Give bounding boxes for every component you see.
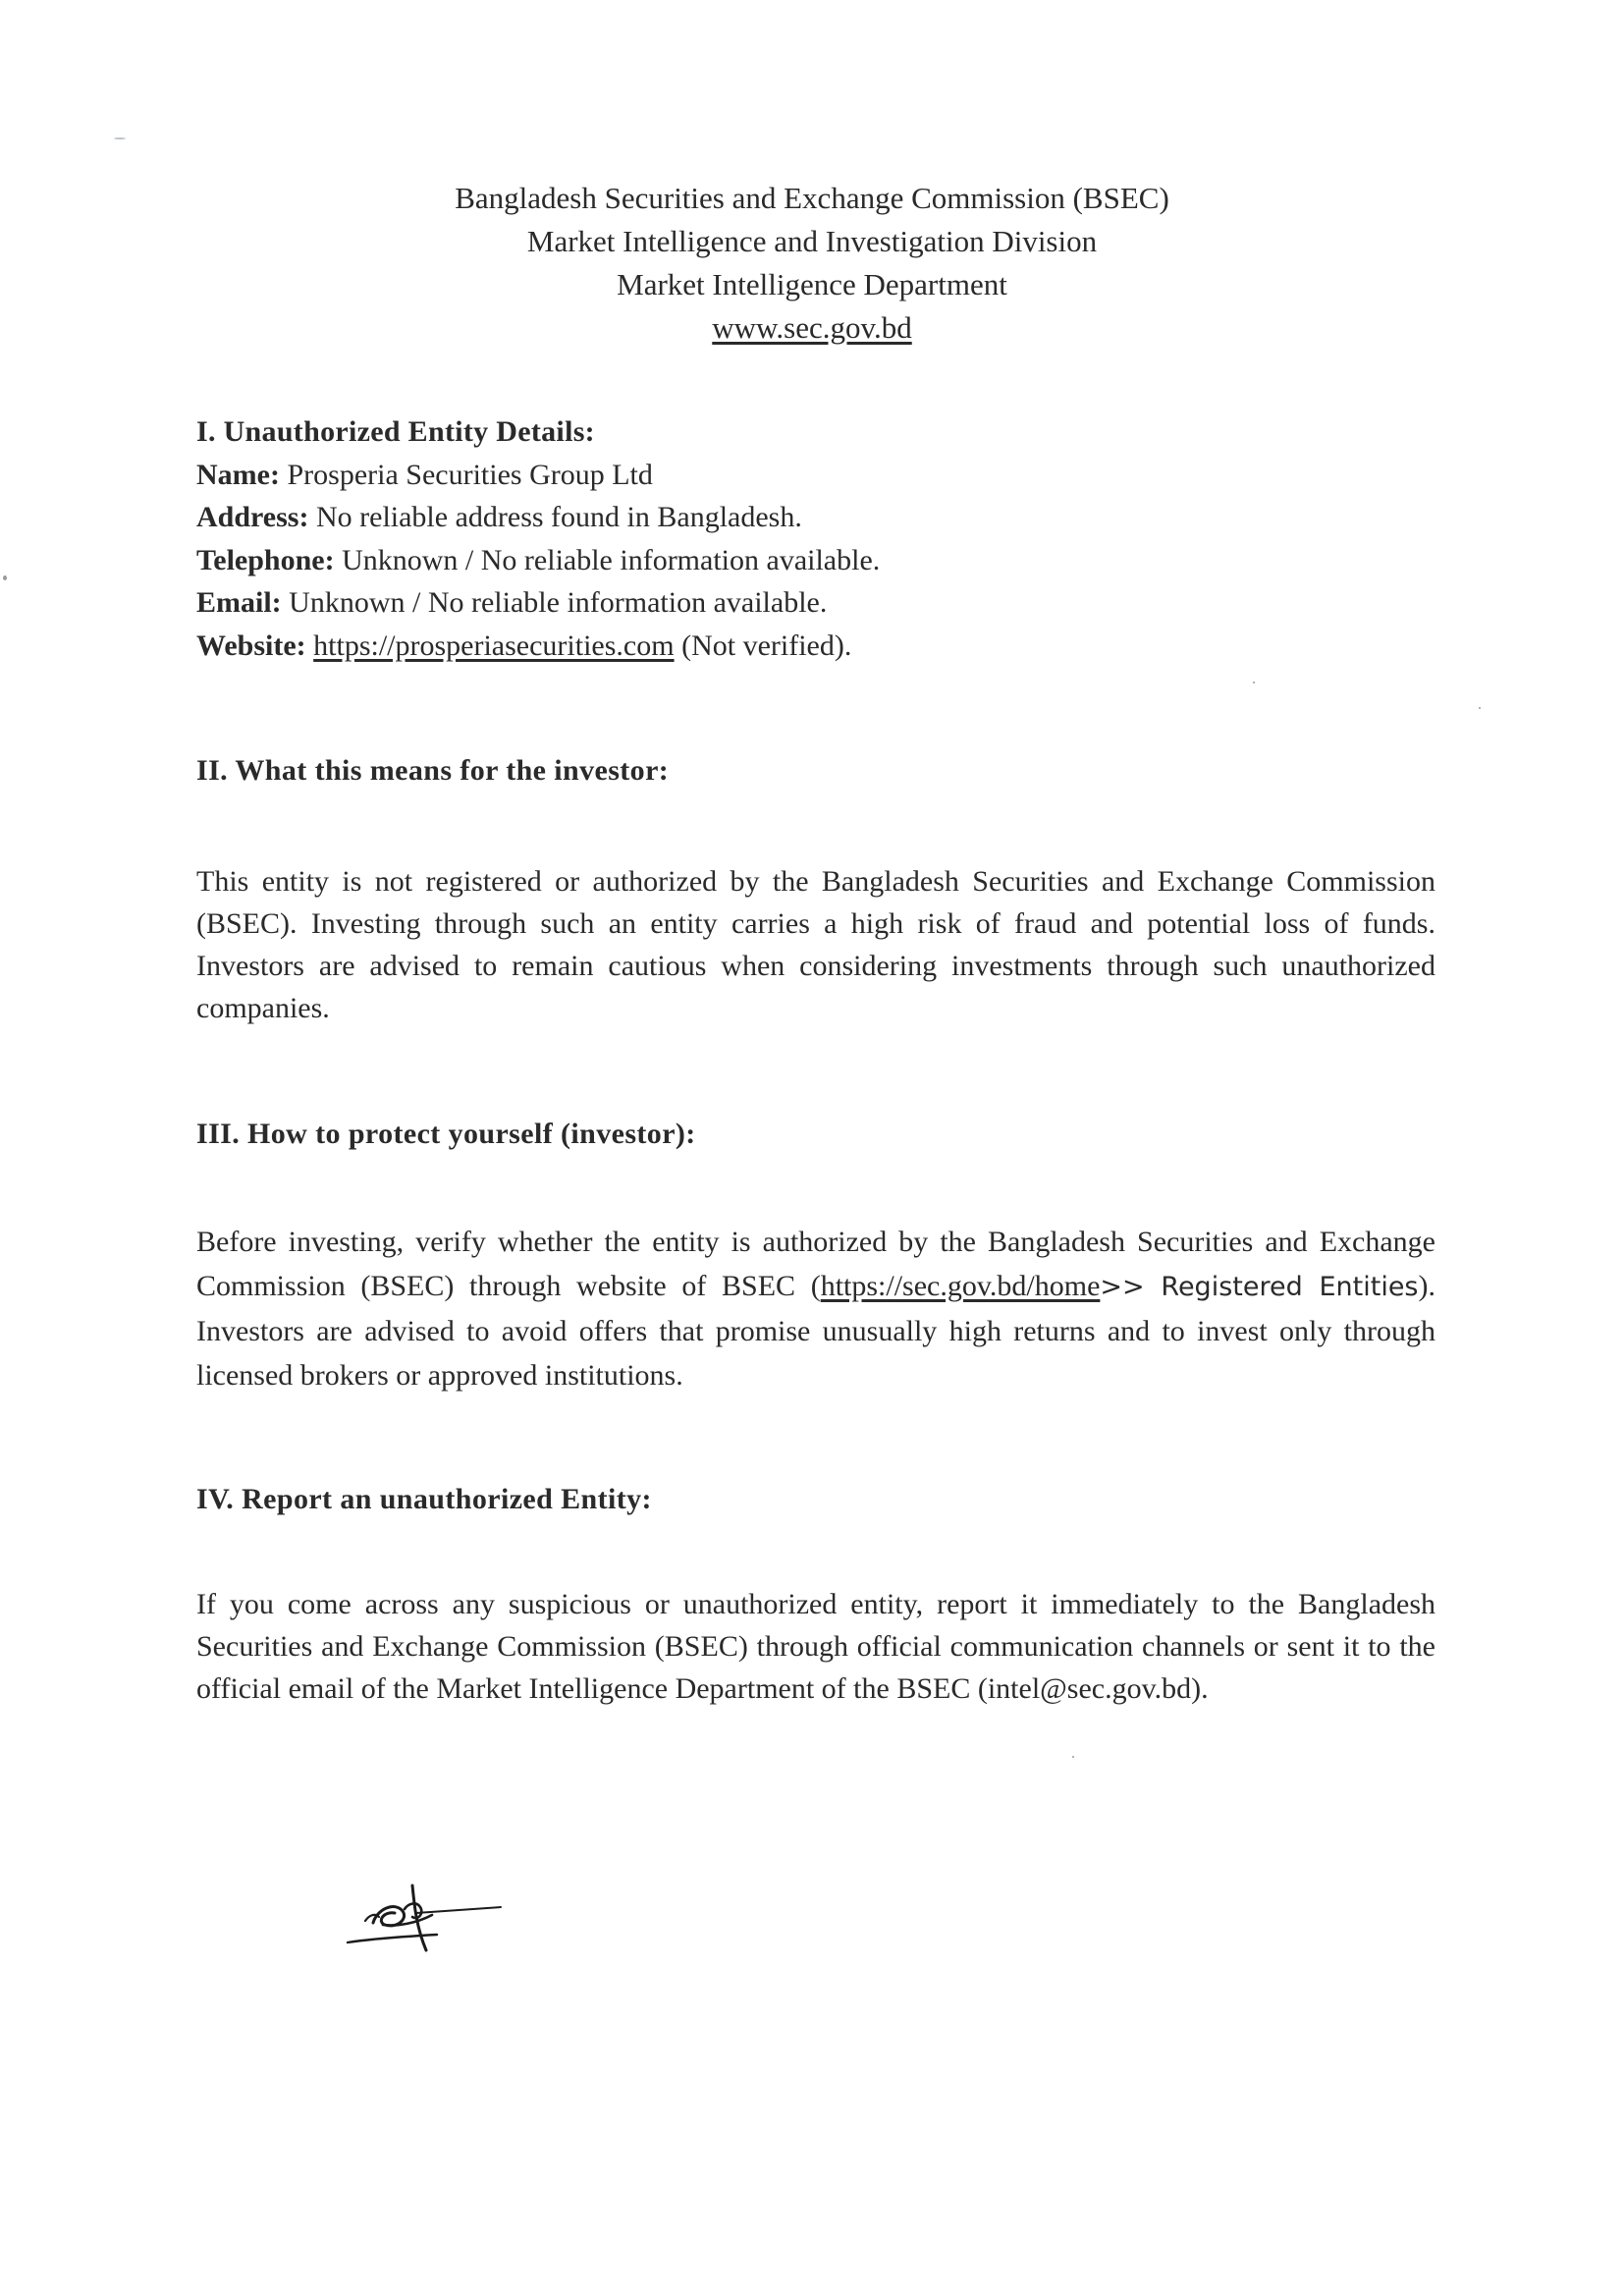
- entity-website-label: Website:: [196, 629, 306, 662]
- entity-email-value: Unknown / No reliable information available.: [281, 586, 828, 619]
- protect-text-start: Before investing, verify whether the entity is authorized by the Bangladesh Securities and Exchange Commission (BSEC) through website of BSEC (: [196, 1226, 1435, 1302]
- entity-name-label: Name:: [196, 458, 280, 491]
- entity-details: [196, 410, 1435, 667]
- report-entity-paragraph: If you come across any suspicious or unauthorized entity, report it immediately to the Bangladesh Securities and Exchange Commission (BSEC) through official communication channels or sent it to the official email of the Market Intelligence Department of the BSEC (intel@sec.gov.bd).: [196, 1588, 1435, 1705]
- entity-email-label: Email:: [196, 586, 282, 619]
- investor-meaning-paragraph: This entity is not registered or authorized by the Bangladesh Securities and Exchange Commission (BSEC). Investing through such an entity carries a high risk of fraud and potential loss of funds. Investors are advised to remain cautious when considering investments through such unauthorized companies.: [196, 865, 1435, 1024]
- scan-speck: [1253, 682, 1255, 683]
- section-heading-protect-yourself: III. How to protect yourself (investor):: [196, 1118, 696, 1150]
- section-heading-report-entity: IV. Report an unauthorized Entity:: [196, 1483, 652, 1515]
- letterhead: [0, 177, 1624, 350]
- entity-email-row: [196, 581, 1435, 625]
- entity-address-value: No reliable address found in Bangladesh.: [308, 501, 802, 533]
- scan-speck: [3, 575, 7, 580]
- department-name: Market Intelligence Department: [617, 267, 1007, 301]
- entity-telephone-label: Telephone:: [196, 543, 335, 576]
- section-heading-entity-details: I. Unauthorized Entity Details:: [196, 415, 595, 448]
- entity-website-row: [196, 625, 1435, 668]
- scan-speck: [1072, 1756, 1074, 1758]
- bsec-home-link[interactable]: https://sec.gov.bd/home: [820, 1270, 1101, 1302]
- division-name: Market Intelligence and Investigation Division: [526, 224, 1098, 258]
- entity-name-row: [196, 454, 1435, 497]
- entity-website-link[interactable]: https://prosperiasecurities.com: [313, 629, 675, 662]
- website-link[interactable]: www.sec.gov.bd: [712, 310, 912, 345]
- entity-website-note: (Not verified).: [674, 629, 852, 662]
- registered-entities-path: >> Registered Entities: [1100, 1272, 1419, 1302]
- protect-yourself-paragraph: [196, 1220, 1435, 1397]
- section-heading-investor-meaning: II. What this means for the investor:: [196, 754, 670, 787]
- entity-telephone-row: [196, 539, 1435, 582]
- protect-text-end: ). Investors are advised to avoid offers that promise unusually high returns and to invest only through licensed brokers or approved institutions.: [196, 1270, 1435, 1392]
- entity-address-row: [196, 496, 1435, 539]
- signature: [344, 1866, 511, 1954]
- organization-name: Bangladesh Securities and Exchange Commission (BSEC): [455, 181, 1169, 215]
- scan-speck: [1479, 707, 1481, 709]
- entity-name-value: Prosperia Securities Group Ltd: [279, 458, 653, 491]
- scan-speck: [114, 137, 126, 139]
- entity-address-label: Address:: [196, 501, 309, 533]
- entity-telephone-value: Unknown / No reliable information available.: [334, 543, 881, 576]
